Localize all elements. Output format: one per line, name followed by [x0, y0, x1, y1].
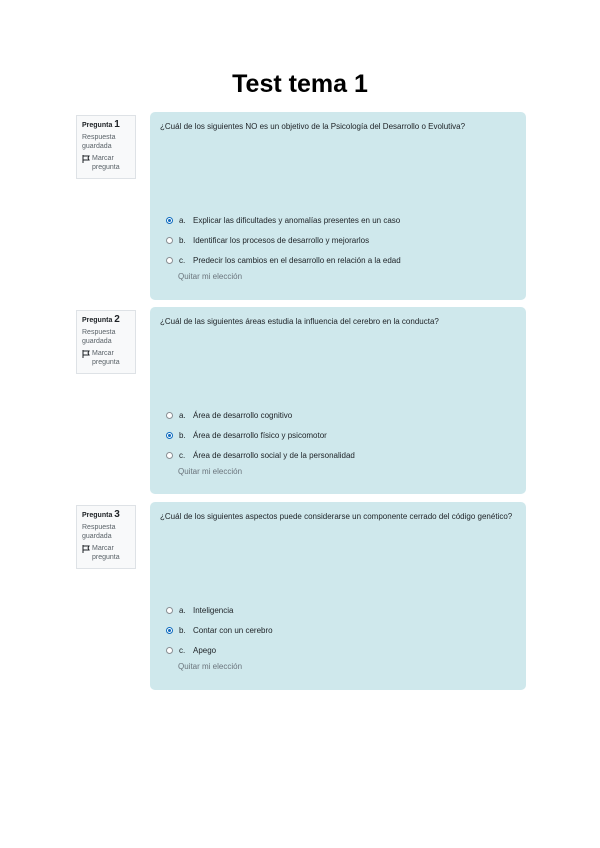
answer-letter: a.	[179, 215, 186, 225]
radio-button[interactable]	[166, 452, 173, 459]
question-number: 1	[114, 119, 120, 130]
question-info	[76, 115, 136, 179]
question-label: Pregunta	[82, 122, 113, 129]
question-text: ¿Cuál de los siguientes NO es un objetivo de la Psicología del Desarrollo o Evolutiva?	[160, 122, 466, 131]
radio-button[interactable]	[166, 627, 173, 634]
answer-text: Área de desarrollo cognitivo	[193, 410, 293, 420]
question-text: ¿Cuál de los siguientes aspectos puede considerarse un componente cerrado del código genético?	[160, 512, 513, 521]
flag-question-button[interactable]	[82, 154, 131, 172]
answer-option-a[interactable]	[166, 405, 355, 425]
answer-text: Identificar los procesos de desarrollo y mejorarlos	[193, 235, 370, 245]
flag-icon	[82, 545, 90, 553]
clear-choice-link[interactable]: Quitar mi elección	[178, 467, 243, 476]
answer-text: Inteligencia	[193, 605, 234, 615]
answer-letter: a.	[179, 410, 186, 420]
radio-button[interactable]	[166, 257, 173, 264]
radio-button[interactable]	[166, 607, 173, 614]
question-label: Pregunta	[82, 512, 113, 519]
question-number: 2	[114, 314, 120, 325]
flag-question-label: Marcar pregunta	[92, 155, 120, 171]
flag-question-button[interactable]	[82, 544, 131, 562]
clear-choice-link[interactable]: Quitar mi elección	[178, 272, 243, 281]
question-state: Respuesta guardada	[82, 524, 116, 540]
answer-letter: b.	[179, 625, 186, 635]
answer-text: Apego	[193, 645, 217, 655]
radio-button[interactable]	[166, 647, 173, 654]
answer-letter: c.	[179, 255, 186, 265]
answer-option-b[interactable]	[166, 620, 273, 640]
answer-letter: c.	[179, 450, 186, 460]
question-text: ¿Cuál de las siguientes áreas estudia la influencia del cerebro en la conducta?	[160, 317, 439, 326]
flag-question-label: Marcar pregunta	[92, 545, 120, 561]
question-info	[76, 310, 136, 374]
answer-option-b[interactable]	[166, 230, 401, 250]
flag-question-label: Marcar pregunta	[92, 350, 120, 366]
radio-button[interactable]	[166, 432, 173, 439]
answer-option-b[interactable]	[166, 425, 355, 445]
question-content	[150, 307, 526, 494]
page-title: Test tema 1	[232, 70, 368, 98]
answer-option-a[interactable]	[166, 600, 273, 620]
answer-text: Explicar las dificultades y anomalías presentes en un caso	[193, 215, 401, 225]
answer-text: Área de desarrollo físico y psicomotor	[193, 430, 327, 440]
question-number: 3	[114, 509, 120, 520]
answer-option-a[interactable]	[166, 210, 401, 230]
answer-option-c[interactable]	[166, 250, 401, 270]
radio-button[interactable]	[166, 237, 173, 244]
answer-list	[166, 210, 401, 281]
clear-choice-link[interactable]: Quitar mi elección	[178, 662, 243, 671]
answer-option-c[interactable]	[166, 445, 355, 465]
answer-option-c[interactable]	[166, 640, 273, 660]
question-state: Respuesta guardada	[82, 134, 116, 150]
question-label: Pregunta	[82, 317, 113, 324]
radio-button[interactable]	[166, 217, 173, 224]
answer-list	[166, 405, 355, 476]
answer-list	[166, 600, 273, 671]
question-content	[150, 112, 526, 300]
question-content	[150, 502, 526, 690]
question-state: Respuesta guardada	[82, 329, 116, 345]
answer-letter: c.	[179, 645, 186, 655]
question-info	[76, 505, 136, 569]
flag-icon	[82, 350, 90, 358]
flag-icon	[82, 155, 90, 163]
answer-text: Área de desarrollo social y de la personalidad	[193, 450, 355, 460]
answer-text: Predecir los cambios en el desarrollo en relación a la edad	[193, 255, 401, 265]
flag-question-button[interactable]	[82, 349, 131, 367]
radio-button[interactable]	[166, 412, 173, 419]
answer-letter: b.	[179, 430, 186, 440]
answer-text: Contar con un cerebro	[193, 625, 273, 635]
answer-letter: a.	[179, 605, 186, 615]
answer-letter: b.	[179, 235, 186, 245]
